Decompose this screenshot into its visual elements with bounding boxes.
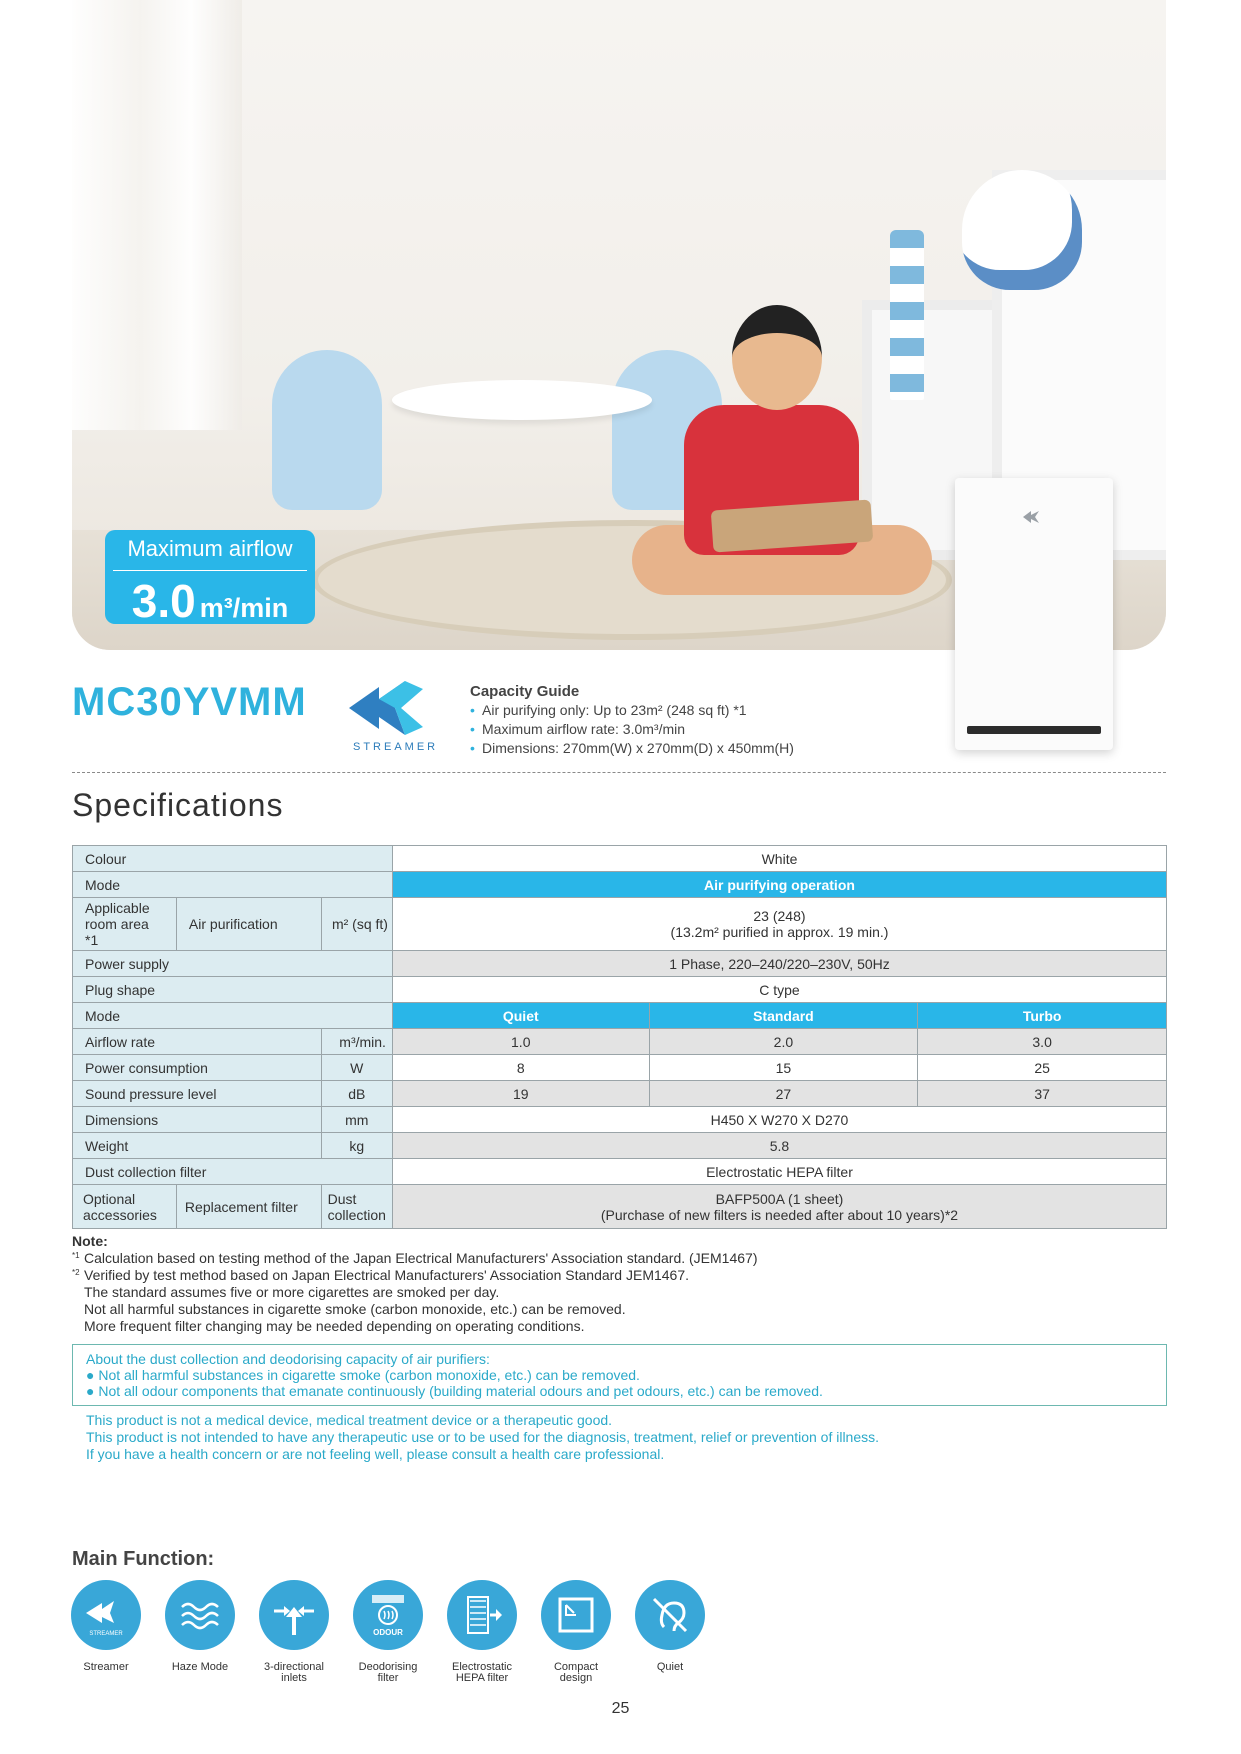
table-row (73, 1185, 1167, 1229)
cell-value: 2.0 (649, 1029, 918, 1055)
note-text: Calculation based on testing method of the Japan Electrical Manufacturers' Association standard. (JEM1467) (84, 1250, 758, 1266)
badge-rule (113, 570, 307, 571)
disclaimer-line: This product is not intended to have any therapeutic use or to be used for the diagnosis, treatment, relief or prevention of illness. (86, 1429, 880, 1445)
streamer-icon (71, 1580, 141, 1650)
disclaimer-line: If you have a health concern or are not feeling well, please consult a health care professional. (86, 1446, 665, 1462)
note-mark: *1 (72, 1251, 80, 1260)
medical-disclaimer (86, 1412, 879, 1463)
function-caption: Compact design (553, 1661, 599, 1684)
function-caption: Electrostatic HEPA filter (452, 1661, 512, 1684)
capacity-title: Capacity Guide (470, 683, 580, 700)
function-caption: Haze Mode (171, 1661, 229, 1673)
note-text: Verified by test method based on Japan Electrical Manufacturers' Association Standard JEM1467. (84, 1267, 690, 1283)
table (392, 380, 652, 420)
note-item (72, 1250, 758, 1267)
lighthouse-toy (890, 230, 924, 400)
streamer-badge: STREAMER (89, 1631, 123, 1637)
row-label: Optional accessories (73, 1185, 177, 1229)
capacity-guide (470, 682, 794, 758)
mode-standard: Standard (649, 1003, 918, 1029)
table-row (73, 1081, 1167, 1107)
cell-value: 37 (918, 1081, 1167, 1107)
function-caption: 3-directional inlets (264, 1661, 324, 1684)
spec-table (72, 845, 1167, 1229)
notes (72, 1233, 758, 1335)
air-purifier-device (955, 478, 1113, 750)
table-row (73, 1107, 1167, 1133)
function-caption: Quiet (656, 1661, 684, 1673)
note-item (72, 1267, 758, 1284)
cell-value: 27 (649, 1081, 918, 1107)
device-vent (967, 726, 1101, 734)
row-label: Power consumption (73, 1055, 322, 1081)
row-label: Colour (73, 846, 393, 872)
dust-capacity-info (72, 1344, 1167, 1406)
row-label: Dust collection filter (73, 1159, 393, 1185)
row-value (392, 898, 1166, 951)
function-deodorising (352, 1580, 424, 1684)
chair-left (272, 350, 382, 510)
row-label: Sound pressure level (73, 1081, 322, 1107)
notes-heading: Note: (72, 1233, 108, 1249)
cell-value: 8 (392, 1055, 649, 1081)
row-label: Airflow rate (73, 1029, 322, 1055)
function-quiet (634, 1580, 706, 1673)
row-sublabel: Dust collection (321, 1185, 392, 1229)
streamer-icon (345, 675, 435, 741)
room-area-note: (13.2m² purified in approx. 19 min.) (670, 924, 889, 940)
table-row (73, 1133, 1167, 1159)
info-title: About the dust collection and deodorising capacity of air purifiers: (86, 1351, 490, 1367)
row-label: Power supply (73, 951, 393, 977)
filter-model: BAFP500A (1 sheet) (715, 1190, 844, 1207)
airflow-badge (105, 530, 315, 627)
function-caption: Streamer (83, 1661, 129, 1673)
hepa-filter-icon (447, 1580, 517, 1650)
info-bullet: ● Not all harmful substances in cigarette smoke (carbon monoxide, etc.) can be removed. (86, 1367, 640, 1383)
main-function-title: Main Function: (72, 1548, 215, 1570)
row-label: Plug shape (73, 977, 393, 1003)
inlets-icon (259, 1580, 329, 1650)
row-unit: mm (321, 1107, 392, 1133)
badge-unit: m³/min (199, 593, 289, 623)
row-value (392, 1185, 1166, 1229)
curtain (72, 0, 242, 430)
info-bullet: ● Not all odour components that emanate continuously (building material odours and pet odours, etc.) can be removed. (86, 1383, 823, 1399)
room-area-value: 23 (248) (753, 908, 806, 924)
row-value: C type (392, 977, 1166, 1003)
capacity-item: • Air purifying only: Up to 23m² (248 sq ft) *1 (470, 701, 794, 720)
section-title: Specifications (72, 787, 284, 823)
cell-value: 19 (392, 1081, 649, 1107)
function-streamer (70, 1580, 142, 1673)
table-row (73, 951, 1167, 977)
deodorising-filter-icon (353, 1580, 423, 1650)
cell-value: 25 (918, 1055, 1167, 1081)
cell-value: 3.0 (918, 1029, 1167, 1055)
page-number: 25 (611, 1700, 630, 1717)
badge-number: 3.0 (131, 575, 196, 627)
row-sublabel: Replacement filter (176, 1185, 321, 1229)
function-compact (540, 1580, 612, 1684)
child-head (732, 305, 822, 410)
row-unit: kg (321, 1133, 392, 1159)
capacity-item: • Maximum airflow rate: 3.0m³/min (470, 720, 794, 739)
table-row (73, 872, 1167, 898)
note-mark: *2 (72, 1268, 80, 1277)
table-row (73, 1055, 1167, 1081)
row-label: Applicable room area *1 (73, 898, 177, 951)
row-value: 5.8 (392, 1133, 1166, 1159)
function-hepa (446, 1580, 518, 1684)
row-value: H450 X W270 X D270 (392, 1107, 1166, 1133)
odour-badge: ODOUR (373, 1628, 403, 1637)
row-value: Air purifying operation (392, 872, 1166, 898)
compact-design-icon (541, 1580, 611, 1650)
cell-value: 15 (649, 1055, 918, 1081)
mode-quiet: Quiet (392, 1003, 649, 1029)
row-value: Electrostatic HEPA filter (392, 1159, 1166, 1185)
row-value: 1 Phase, 220–240/220–230V, 50Hz (392, 951, 1166, 977)
row-unit: m³/min. (321, 1029, 392, 1055)
quiet-icon (635, 1580, 705, 1650)
table-row (73, 1029, 1167, 1055)
table-row (73, 1003, 1167, 1029)
streamer-label: STREAMER (353, 741, 439, 753)
divider (72, 772, 1166, 773)
function-haze-mode (164, 1580, 236, 1673)
function-caption: Deodorising filter (358, 1661, 418, 1684)
row-label: Mode (73, 1003, 393, 1029)
table-row (73, 846, 1167, 872)
streamer-logo (345, 675, 439, 755)
note-item: The standard assumes five or more cigarettes are smoked per day. (84, 1284, 500, 1300)
note-item: Not all harmful substances in cigarette smoke (carbon monoxide, etc.) can be removed. (84, 1301, 626, 1317)
row-unit: W (321, 1055, 392, 1081)
mode-turbo: Turbo (918, 1003, 1167, 1029)
row-sublabel: Air purification (176, 898, 321, 951)
cell-value: 1.0 (392, 1029, 649, 1055)
badge-value (105, 574, 315, 628)
function-inlets (258, 1580, 330, 1684)
filter-note: (Purchase of new filters is needed after about 10 years)*2 (600, 1206, 959, 1223)
table-row (73, 977, 1167, 1003)
table-row (73, 1159, 1167, 1185)
disclaimer-line: This product is not a medical device, medical treatment device or a therapeutic good. (86, 1412, 613, 1428)
badge-label: Maximum airflow (127, 536, 293, 561)
device-logo-icon (1021, 508, 1049, 526)
row-label: Weight (73, 1133, 322, 1159)
row-unit: m² (sq ft) (321, 898, 392, 951)
row-value: White (392, 846, 1166, 872)
row-label: Dimensions (73, 1107, 322, 1133)
row-unit: dB (321, 1081, 392, 1107)
capacity-item: • Dimensions: 270mm(W) x 270mm(D) x 450mm(H) (470, 739, 794, 758)
note-item: More frequent filter changing may be needed depending on operating conditions. (84, 1318, 585, 1334)
table-row (73, 898, 1167, 951)
row-label: Mode (73, 872, 393, 898)
seagull-toy (962, 170, 1082, 290)
haze-mode-icon (165, 1580, 235, 1650)
model-name: MC30YVMM (72, 680, 307, 724)
